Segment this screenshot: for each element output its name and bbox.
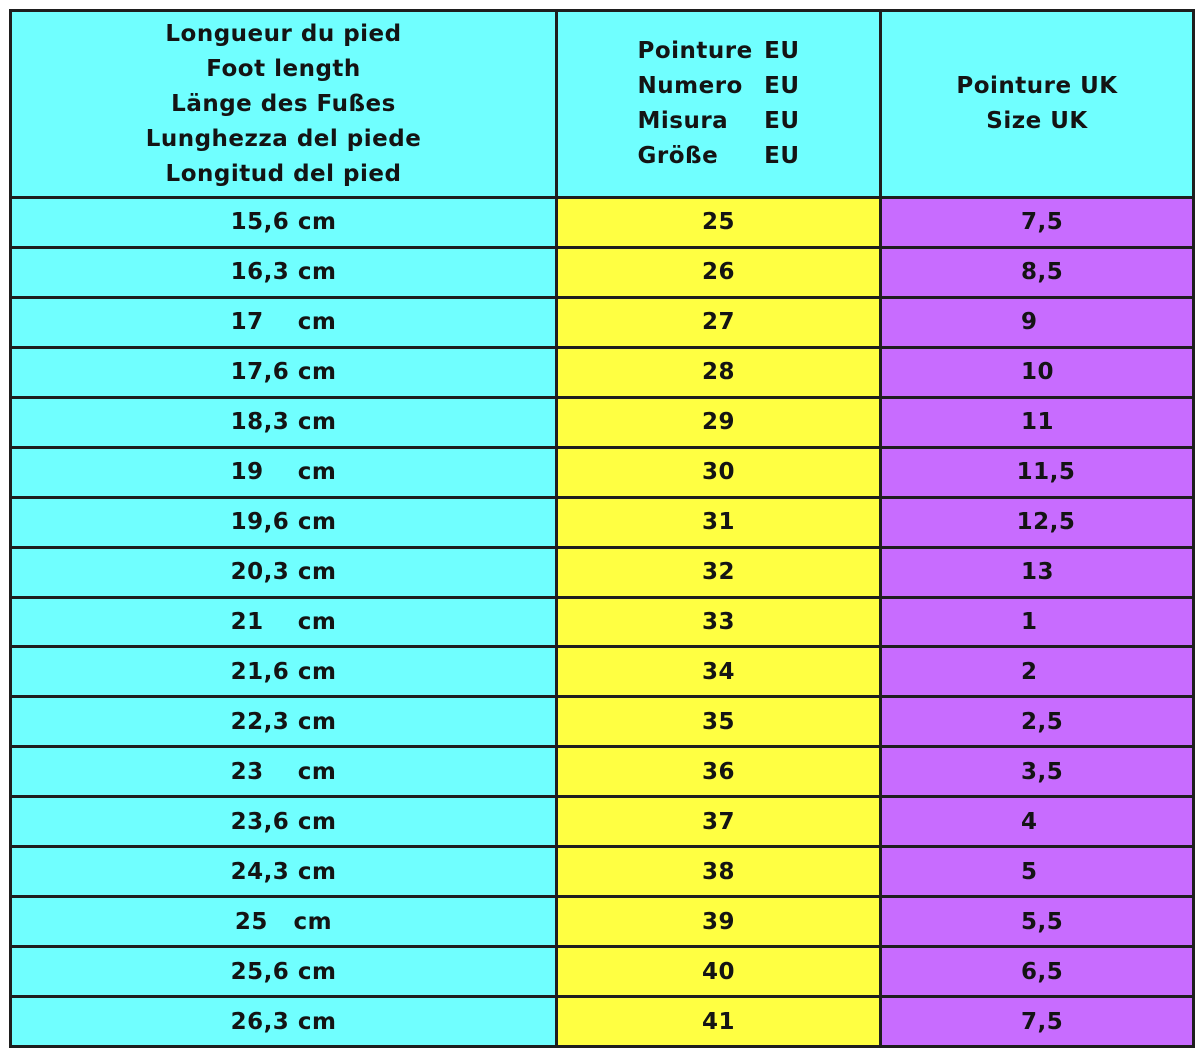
- header-eu-unit: EU: [764, 38, 800, 64]
- header-foot-length-line: Länge des Fußes: [171, 90, 396, 117]
- eu-header-lines: [638, 34, 800, 174]
- table-row: [11, 347, 1194, 397]
- eu-size-cell: [557, 347, 881, 397]
- eu-size-value: 31: [701, 509, 735, 536]
- uk-size-value: 12,5: [1016, 509, 1076, 536]
- foot-length-value: 25,6 cm: [230, 958, 337, 985]
- header-eu-word: Pointure: [637, 38, 753, 64]
- eu-size-value: 25: [701, 209, 735, 236]
- foot-length-cell: [11, 697, 557, 747]
- foot-length-cell: [11, 597, 557, 647]
- uk-size-cell: [881, 947, 1194, 997]
- foot-length-cell: [11, 997, 557, 1047]
- eu-size-cell: [557, 297, 881, 347]
- eu-size-value: 38: [701, 858, 735, 885]
- header-eu-line: [638, 139, 800, 174]
- foot-length-cell: [11, 447, 557, 497]
- header-uk-line: Pointure UK: [956, 73, 1118, 99]
- uk-size-cell: [881, 247, 1194, 297]
- eu-size-value: 33: [701, 608, 735, 635]
- header-eu-word: Numero: [637, 73, 743, 99]
- uk-size-cell: [881, 747, 1194, 797]
- table-row: [11, 697, 1194, 747]
- table-row: [11, 297, 1194, 347]
- table-row: [11, 198, 1194, 248]
- uk-size-cell: [881, 397, 1194, 447]
- foot-length-cell: [11, 547, 557, 597]
- eu-size-cell: [557, 747, 881, 797]
- uk-size-cell: [881, 897, 1194, 947]
- uk-size-value: 7,5: [1021, 209, 1064, 236]
- uk-size-value: 11,5: [1016, 459, 1076, 486]
- eu-size-cell: [557, 447, 881, 497]
- uk-size-cell: [881, 797, 1194, 847]
- header-foot-length-line: Longitud del pied: [165, 160, 402, 187]
- uk-size-value: 4: [1021, 808, 1038, 835]
- header-foot-length: [11, 11, 557, 198]
- foot-length-value: 24,3 cm: [230, 858, 337, 885]
- foot-length-value: 17,6 cm: [230, 359, 337, 386]
- foot-length-value: 19,6 cm: [230, 509, 337, 536]
- eu-size-cell: [557, 997, 881, 1047]
- header-foot-length-line: Foot length: [206, 55, 361, 82]
- foot-length-value: 20,3 cm: [230, 559, 337, 586]
- table-row: [11, 397, 1194, 447]
- foot-length-value: 22,3 cm: [230, 708, 337, 735]
- shoe-size-table: [9, 9, 1195, 1048]
- uk-size-cell: [881, 198, 1194, 248]
- table-row: [11, 897, 1194, 947]
- uk-size-cell: [881, 647, 1194, 697]
- eu-size-cell: [557, 397, 881, 447]
- header-eu-size: [557, 11, 881, 198]
- uk-size-value: 9: [1021, 309, 1038, 336]
- table-body: [11, 198, 1194, 1047]
- foot-length-cell: [11, 198, 557, 248]
- foot-length-cell: [11, 297, 557, 347]
- eu-size-value: 28: [701, 359, 735, 386]
- uk-size-value: 1: [1021, 608, 1038, 635]
- uk-size-cell: [881, 447, 1194, 497]
- table-row: [11, 797, 1194, 847]
- uk-size-value: 11: [1021, 409, 1055, 436]
- uk-size-cell: [881, 597, 1194, 647]
- uk-size-cell: [881, 997, 1194, 1047]
- eu-size-value: 41: [701, 1008, 735, 1035]
- eu-size-cell: [557, 547, 881, 597]
- uk-size-value: 8,5: [1021, 259, 1064, 286]
- uk-size-cell: [881, 347, 1194, 397]
- uk-size-value: 13: [1021, 559, 1055, 586]
- header-uk-size: [881, 11, 1194, 198]
- eu-size-value: 35: [701, 708, 735, 735]
- eu-size-value: 34: [701, 658, 735, 685]
- uk-size-cell: [881, 697, 1194, 747]
- header-eu-unit: EU: [764, 143, 800, 169]
- table-row: [11, 997, 1194, 1047]
- eu-size-value: 40: [701, 958, 735, 985]
- header-eu-word: Misura: [637, 108, 729, 134]
- table-row: [11, 447, 1194, 497]
- uk-size-value: 5,5: [1021, 908, 1064, 935]
- uk-size-value: 3,5: [1021, 758, 1064, 785]
- uk-size-value: 2,5: [1021, 708, 1064, 735]
- foot-length-value: 21,6 cm: [230, 658, 337, 685]
- header-row: [11, 11, 1194, 198]
- table-row: [11, 597, 1194, 647]
- foot-length-value: 17 cm: [230, 309, 337, 336]
- eu-size-cell: [557, 247, 881, 297]
- header-eu-unit: EU: [764, 73, 800, 99]
- eu-size-value: 37: [701, 808, 735, 835]
- uk-size-cell: [881, 297, 1194, 347]
- table-row: [11, 947, 1194, 997]
- eu-size-cell: [557, 847, 881, 897]
- header-eu-line: [638, 104, 800, 139]
- foot-length-value: 19 cm: [230, 459, 337, 486]
- uk-size-cell: [881, 847, 1194, 897]
- header-foot-length-line: Lunghezza del piede: [145, 125, 422, 152]
- foot-length-cell: [11, 897, 557, 947]
- eu-size-value: 36: [701, 758, 735, 785]
- foot-length-cell: [11, 847, 557, 897]
- foot-length-value: 25 cm: [234, 908, 333, 935]
- foot-length-value: 23,6 cm: [230, 808, 337, 835]
- table-row: [11, 647, 1194, 697]
- uk-size-value: 2: [1021, 658, 1038, 685]
- header-uk-line: Size UK: [986, 108, 1088, 134]
- uk-size-value: 7,5: [1021, 1008, 1064, 1035]
- eu-size-cell: [557, 697, 881, 747]
- header-eu-unit: EU: [764, 108, 800, 134]
- foot-length-cell: [11, 747, 557, 797]
- eu-size-value: 32: [701, 559, 735, 586]
- uk-size-value: 10: [1021, 359, 1055, 386]
- foot-length-cell: [11, 247, 557, 297]
- table-row: [11, 247, 1194, 297]
- foot-length-value: 16,3 cm: [230, 259, 337, 286]
- foot-length-value: 26,3 cm: [230, 1008, 337, 1035]
- eu-size-cell: [557, 497, 881, 547]
- eu-size-value: 26: [701, 259, 735, 286]
- table-row: [11, 847, 1194, 897]
- foot-length-cell: [11, 397, 557, 447]
- uk-size-value: 6,5: [1021, 958, 1064, 985]
- foot-length-cell: [11, 797, 557, 847]
- foot-length-cell: [11, 497, 557, 547]
- uk-size-cell: [881, 547, 1194, 597]
- eu-size-cell: [557, 198, 881, 248]
- eu-size-value: 39: [701, 908, 735, 935]
- eu-size-value: 27: [701, 309, 735, 336]
- table-row: [11, 547, 1194, 597]
- foot-length-cell: [11, 347, 557, 397]
- eu-size-value: 29: [701, 409, 735, 436]
- eu-size-cell: [557, 947, 881, 997]
- eu-size-cell: [557, 597, 881, 647]
- header-eu-word: Größe: [637, 143, 719, 169]
- foot-length-value: 21 cm: [230, 608, 337, 635]
- eu-size-value: 30: [701, 459, 735, 486]
- foot-length-value: 15,6 cm: [230, 209, 337, 236]
- header-eu-line: [638, 69, 800, 104]
- foot-length-value: 23 cm: [230, 758, 337, 785]
- eu-size-cell: [557, 797, 881, 847]
- header-eu-line: [638, 34, 800, 69]
- uk-size-value: 5: [1021, 858, 1038, 885]
- foot-length-cell: [11, 647, 557, 697]
- table-row: [11, 747, 1194, 797]
- foot-length-cell: [11, 947, 557, 997]
- eu-size-cell: [557, 647, 881, 697]
- header-foot-length-line: Longueur du pied: [165, 20, 402, 47]
- eu-size-cell: [557, 897, 881, 947]
- foot-length-value: 18,3 cm: [230, 409, 337, 436]
- uk-header-lines: [956, 69, 1117, 139]
- table-row: [11, 497, 1194, 547]
- uk-size-cell: [881, 497, 1194, 547]
